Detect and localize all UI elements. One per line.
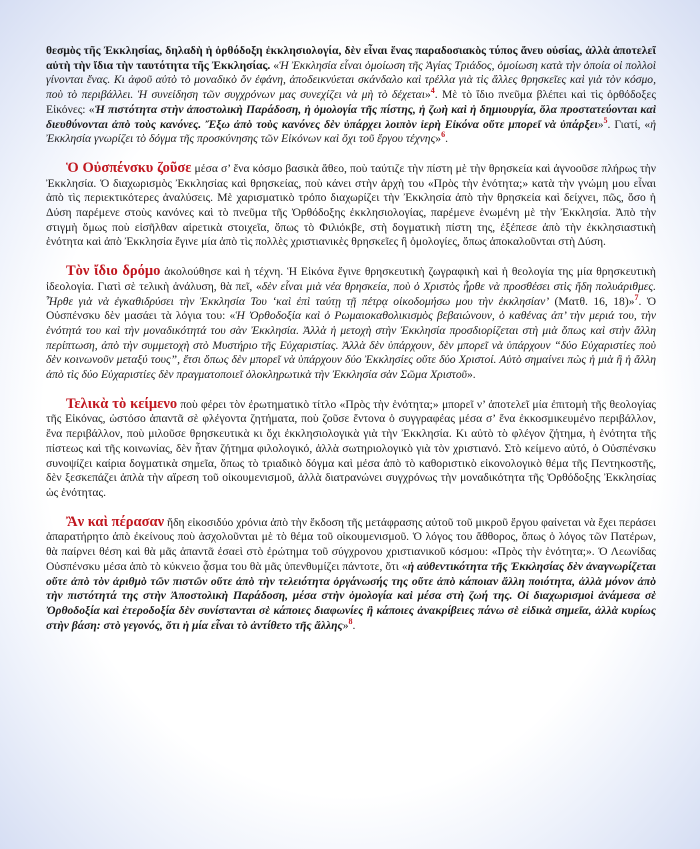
footnote-4[interactable]: 4 — [430, 86, 435, 96]
p1-bold-intro: θεσμὸς τῆς Ἐκκλησίας, δηλαδὴ ἡ ὀρθόδοξη ἐκκλησιολογία, δὲν εἶναι ἕνας παραδοσιακὸς τύπος ἄνευ οὐσίας, ἀλλὰ ἀποτελεῖ αὐτὴ τὴν ἴδια τὴν ταυτότητα τῆς Ἐκκλησίας. — [46, 44, 656, 72]
paragraph-2 — [46, 161, 656, 250]
p1-quote-3: ἡ Ἐκκλησία γνωρίζει τὸ δόγμα τῆς προσκύνησης τῶν Εἰκόνων καὶ ὄχι τοῦ ἔργου τέχνης — [46, 117, 656, 146]
p1-quote-close-3: » — [435, 132, 442, 146]
p1-quote-open: « — [270, 58, 280, 72]
p3-reference: (Ματθ. 16, 18)» — [549, 294, 635, 308]
p1-end: . — [445, 132, 448, 146]
p5-lead: Ἂν καὶ πέρασαν — [66, 513, 165, 530]
paragraph-3 — [46, 264, 656, 383]
p3-quote-1: δὲν εἶναι μιὰ νέα θρησκεία, ποὺ ὁ Χριστὸς ἦρθε νὰ προσθέσει στὶς ἤδη πολυάριθμες. Ἦρθε γιὰ νὰ ἐγκαθιδρύσει τὴν Ἐκκλησία Του ‘καὶ ἐπὶ ταύτῃ τῇ πέτρᾳ οἰκοδομήσω μου τὴν ἐκκλησίαν’ — [46, 279, 656, 308]
p2-lead: Ὁ Οὐσπένσκυ ζοῦσε — [66, 159, 192, 176]
p2-text: μέσα σ’ ἕνα κόσμο βασικὰ ἄθεο, ποὺ ταύτιζε τὴν πίστη μὲ τὴν θρησκεία καὶ ἀγνοοῦσε πλήρως τὴν Ἐκκλησία. Ὁ διαχωρισμὸς Ἐκκλησίας καὶ θρησκείας, ποὺ κάνει στὴν ἀρχὴ του «Πρὸς τὴν ἑνότητα;» κατὰ τὴν γνώμη μου εἶναι ἀπὸ τὶς περιεκτικότερες ἀναλύσεις. Μὲ χαρισματικὸ τρόπο διαχωρίζει τὴν Ἐκκλησία ἀπὸ τὴν θρησκεία καὶ δείχνει, πῶς, ὅσο ἡ Δύση παρέμενε στοὺς κανόνες καὶ τὸ πνεῦμα τῆς Ὀρθόδοξης ἐκκλησιολογίας, παρέμενε ἑνωμένη μὲ τὴν Ἐκκλησία. Ἀπὸ τὴν στιγμὴ ὅμως ποὺ εἰσῆλθαν αἱρετικὰ στοιχεῖα, ὅπως τὸ Φιλιόκβε, στὴ δογματικὴ πίστη της, ἐξέπεσε ἀπὸ τὴν ἐκκλησιαστικὴ ἑνότητα καὶ ἀπὸ Ἐκκλησία ἔγινε μία ἀπὸ τὶς πολλὲς χριστιανικὲς θρησκεῖες ἢ ὁμολογίες, ὅπως ἀποκαλοῦνται στὴ Δύση. — [46, 161, 656, 249]
p5-quote-close: » — [342, 618, 349, 632]
footnote-5[interactable]: 5 — [603, 115, 608, 125]
p3-text-1: ἀκολούθησε καὶ ἡ τέχνη. Ἡ Εἰκόνα ἔγινε θρησκευτικὴ ζωγραφικὴ καὶ ἡ θεολογία της μία θρησκευτικὴ ἰδεολογία. Γιατὶ σὲ τελικὴ ἀνάλυση, θὰ πεῖ, « — [46, 265, 656, 293]
paragraph-4 — [46, 397, 656, 501]
paragraph-1 — [46, 44, 656, 147]
p5-text-1: ἤδη εἰκοσιδύο χρόνια ἀπὸ τὴν ἔκδοση τῆς μετάφρασης αὐτοῦ τοῦ μικροῦ ἔργου φαίνεται νὰ ἔχει περάσει ἀπαρατήρητο ἀπὸ ἐκείνους ποὺ ἀσχολοῦνται μὲ τὸ θέμα τοῦ οἰκουμενισμοῦ. Ὁ λόγος του ἄθθορος, ὅπως ὁ λόγος τῶν Πατέρων, θὰ παίρνει θέση καὶ θὰ μᾶς ἀπαντᾶ ἐσαεὶ στὸ ἐρώτημα τοῦ σύγχρονου χριστιανικοῦ κόσμου: «Πρὸς τὴν ἑνότητα;». Ὁ Λεωνίδας Οὐσπένσκυ μέσα ἀπὸ τὸ κύκνειο ᾆσμα του θὰ μᾶς ὑπενθυμίζει πάντοτε, ὅτι « — [46, 515, 656, 573]
p1-quote-1: Ἡ Ἐκκλησία εἶναι ὁμοίωση τῆς Ἁγίας Τριάδος, ὁμοίωση κατὰ τὴν ὁποία οἱ πολλοὶ γίνονται ἕνας. Κι ἀφοῦ αὐτὸ τὸ μοναδικὸ ὄν ἐφάνη, ἀποδεικνύεται σκάνδαλο καὶ τρέλλα γιὰ τὶς ἄλλες θρησκεῖες καὶ γιὰ τὸν κόσμο, ποὺ τὸ περιβάλλει. Ἡ συνείδηση τῶν συγχρόνων μας συνεχίζει νὰ μὴ τὸ δέχεται — [46, 58, 656, 102]
p3-quote-2: Ἡ Ὀρθοδοξία καὶ ὁ Ρωμαιοκαθολικισμὸς βεβαιώνουν, ὁ καθένας ἀπ’ τὴν μεριά του, τὴν ἑνότητά του καὶ τὴν μοναδικότητά του σὰν Ἐκκλησία. Ἀλλὰ ἡ μετοχὴ στὴν Ἐκκλησία προσδιορίζεται στὴ μιὰ ὅπως καὶ στὴν ἄλλη περίπτωση, ἀπὸ τὴν συμμετοχὴ στὸ Μυστήριο τῆς Εὐχαριστίας. Ἀλλὰ δὲν ὑπάρχουν, δὲν μπορεῖ νὰ ὑπάρχουν “δύο Εὐχαριστίες ποὺ δὲν κοινωνοῦν μεταξύ τους”, ἔτσι ὅπως δὲν μπορεῖ νὰ ὑπάρχουν δύο Ἐκκλησίες οὔτε δύο Χριστοί. Αὐτὸ σημαίνει πὼς ἡ μιὰ ἢ ἡ ἄλλη ἀπὸ τὶς δύο Εὐχαριστίες δὲν πραγματοποιεῖ ὁλοκληρωτικὰ τὴν Ἐκκλησία σὰν Σῶμα Χριστοῦ — [46, 309, 656, 382]
footnote-6[interactable]: 6 — [441, 130, 446, 140]
footnote-8[interactable]: 8 — [348, 616, 353, 626]
p1-quote-close-2: » — [597, 117, 604, 131]
p4-text: ποὺ φέρει τὸν ἐρωτηματικὸ τίτλο «Πρὸς τὴν ἑνότητα;» μπορεῖ ν’ ἀποτελεῖ μία ἐπιτομὴ τῆς θεολογίας τῆς Εἰκόνας, ὡστόσο ἀπαντᾶ σὲ φλέγοντα ζητήματα, ποὺ ζοῦσε ἔντονα ὁ συγγραφέας μέσα σ’ ἕνα ἐκκοσμικευμένο περιβάλλον, ἕνα περιβάλλον, ποὺ μιλοῦσε θρησκευτικὰ κι ὄχι ἐκκλησιολογικὰ γιὰ τὴν Ἐκκλησία. Κι αὐτὸ τὸ φλέγον ζήτημα, ἡ ἑνότητα τῆς πίστεως καὶ τῆς κοινωνίας, δὲν ἦταν ζήτημα φιλολογικό, ἀλλὰ σωτηριολογικὸ γιὰ τὸν χριστιανό. Στὸ κείμενο αὐτό, ὁ Οὐσπένσκυ συνοψίζει καίρια δογματικὰ σημεῖα, ὅπως τὸ τριαδικὸ δόγμα καὶ μέσα ἀπὸ τὸ καθοριστικὸ εἰκονολογικὸ θέμα τῆς Πεντηκοστῆς, δὲν ξεσκεπάζει ἁπλὰ τὴν αἵρεση τοῦ οἰκουμενισμοῦ, ἀλλὰ διατρανώνει συγχρόνως τὴν μοναδικότητα τῆς Ὀρθόδοξης Ἐκκλησίας ὡς ἑνότητας. — [46, 397, 656, 499]
p5-end: . — [352, 618, 356, 632]
p4-lead: Τελικὰ τὸ κείμενο — [66, 395, 178, 412]
p1-quote-2: Ἡ πιστότητα στὴν ἀποστολικὴ Παράδοση, ἡ ὁμολογία τῆς πίστης, ἡ ζωὴ καὶ ἡ δημιουργία, ὅλα προστατεύονται καὶ διευθύνονται ἀπὸ τοὺς κανόνες. Ἔξω ἀπὸ τοὺς κανόνες δὲν ὑπάρχει λοιπὸν ἱερὴ Εἰκόνα οὔτε μπορεῖ νὰ ὑπάρξει — [46, 102, 656, 131]
paragraph-5 — [46, 515, 656, 634]
p5-quote: ἡ αὐθεντικότητα τῆς Ἐκκλησίας δὲν ἀναγνωρίζεται οὔτε ἀπὸ τὸν ἀριθμὸ τῶν πιστῶν οὔτε ἀπὸ τὴν τελειότητα ὀργάνωσής της οὔτε ἀπὸ κάποιαν ἄλλη ποιότητα, ἀλλὰ μόνον ἀπὸ τὴν πιστότητά της στὴν Ἀποστολικὴ Παράδοση, μέσα στὴν ὁμολογία καὶ μέσα στὴ ζωή της. Οἱ διαχωρισμοὶ ἀνάμεσα σὲ Ὀρθοδοξία καὶ ἑτεροδοξία δὲν συνίστανται σὲ κάποιες διαφωνίες ἢ κάποιες ἀνακρίβειες πάνω σὲ εἰδικὰ σημεῖα, ἀλλὰ κυρίως στὴν βάση: στὸ γεγονός, ὅτι ἡ μία εἶναι τὸ ἀντίθετο τῆς ἄλλης — [46, 559, 656, 632]
p1-quote-close: » — [424, 88, 431, 102]
p1-text-1: . Μὲ τὸ ἴδιο πνεῦμα βλέπει καὶ τὶς ὀρθόδοξες Εἰκόνες: « — [46, 88, 656, 116]
p3-lead: Τὸν ἴδιο δρόμο — [66, 263, 161, 280]
p1-text-2: . Γιατί, « — [607, 117, 651, 131]
p3-end: ». — [466, 368, 476, 382]
article-body — [46, 44, 656, 647]
p3-text-2: . Ὁ Οὐσπένσκυ δὲν μασάει τὰ λόγια του: « — [46, 294, 657, 323]
footnote-7[interactable]: 7 — [634, 292, 639, 302]
